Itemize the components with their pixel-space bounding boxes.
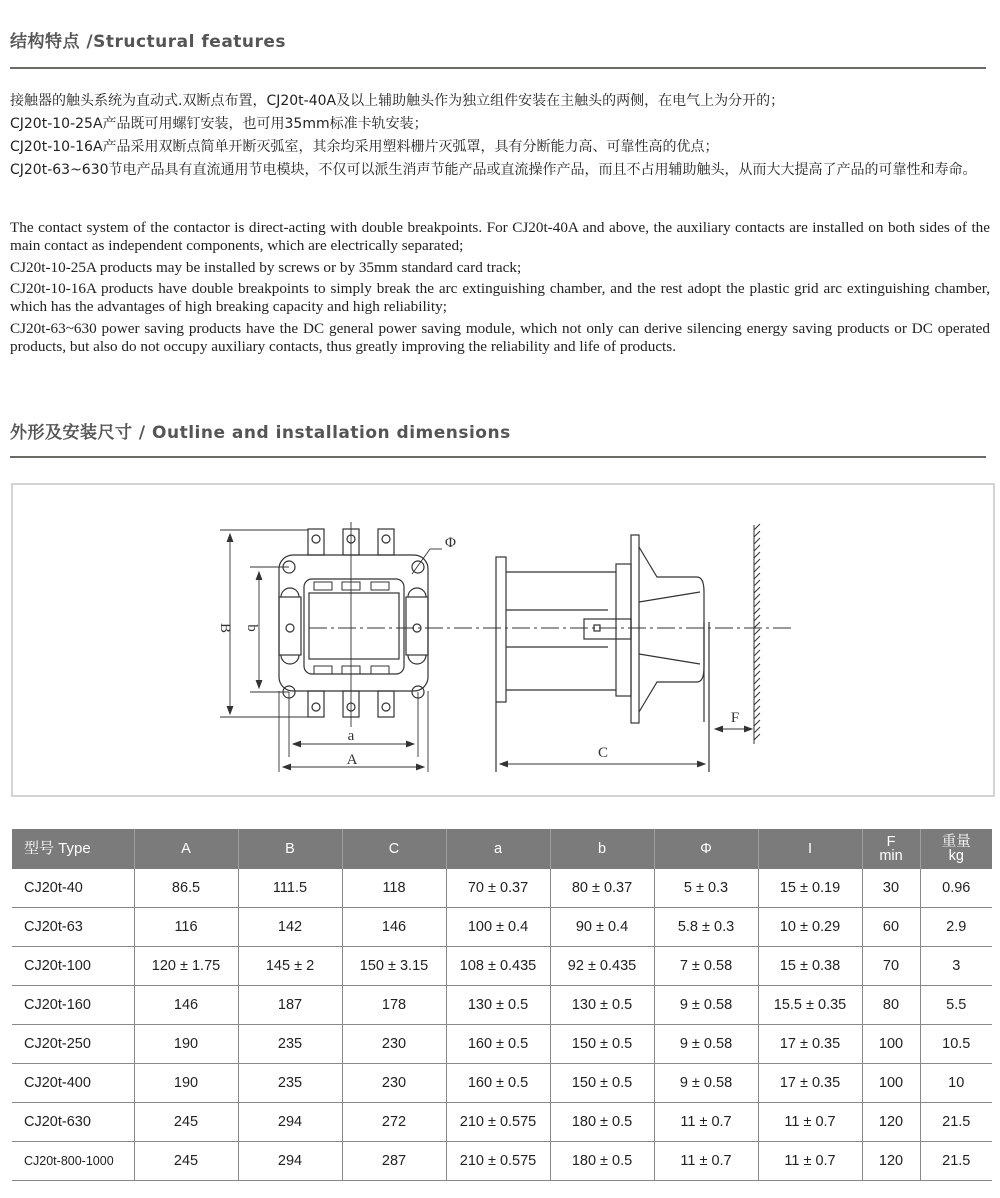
cn-paragraph: CJ20t-63~630节电产品具有直流通用节电模块，不仅可以派生消声节能产品或直流操作产品，而且不占用辅助触头，从而大大提高了产品的可靠性和寿命。 <box>10 162 977 178</box>
value-cell-b: 180 ± 0.5 <box>550 1103 654 1142</box>
dim-label-B: B <box>217 622 233 634</box>
column-header-F-min <box>862 829 920 869</box>
value-cell-b: 150 ± 0.5 <box>550 1064 654 1103</box>
value-cell-C: 118 <box>342 869 446 908</box>
column-header-label: a <box>493 841 503 857</box>
value-cell-weight: 2.9 <box>920 908 992 947</box>
value-cell-I: 15 ± 0.19 <box>758 869 862 908</box>
model-cell: CJ20t-40 <box>12 869 134 908</box>
model-cell: CJ20t-250 <box>12 1025 134 1064</box>
value-cell-a: 108 ± 0.435 <box>446 947 550 986</box>
value-cell-C: 146 <box>342 908 446 947</box>
value-cell-a: 210 ± 0.575 <box>446 1103 550 1142</box>
value-cell-F-min: 60 <box>862 908 920 947</box>
value-cell-A: 120 ± 1.75 <box>134 947 238 986</box>
column-header-label: C <box>388 841 400 857</box>
model-cell: CJ20t-800-1000 <box>12 1142 134 1181</box>
value-cell-phi: 7 ± 0.58 <box>654 947 758 986</box>
value-cell-I: 15.5 ± 0.35 <box>758 986 862 1025</box>
section-divider <box>10 67 986 69</box>
column-header-sublabel: kg <box>948 848 964 864</box>
column-header-label: 重量 <box>941 834 971 850</box>
cn-paragraph: CJ20t-10-16A产品采用双断点简单开断灭弧室，其余均采用塑料栅片灭弧罩，具有分断能力高、可靠性高的优点； <box>10 139 719 155</box>
value-cell-B: 235 <box>238 1064 342 1103</box>
value-cell-phi: 5 ± 0.3 <box>654 869 758 908</box>
value-cell-b: 130 ± 0.5 <box>550 986 654 1025</box>
dim-label-C: C <box>597 745 609 761</box>
outline-diagram <box>11 483 995 797</box>
front-dimensions <box>220 530 428 772</box>
value-cell-phi: 9 ± 0.58 <box>654 1064 758 1103</box>
en-paragraph: CJ20t-10-16A products have double breakpoints to simply break the arc extinguishing chamber, and the rest adopt the plastic grid arc extinguishing chamber, which has the advantages of high breaking capacity and high reliability; <box>10 280 990 315</box>
column-header-B <box>238 829 342 869</box>
cn-paragraph: CJ20t-10-25A产品既可用螺钉安装，也可用35mm标准卡轨安装； <box>10 116 428 132</box>
column-header-label: I <box>807 841 813 857</box>
table-row <box>12 1103 992 1142</box>
value-cell-b: 80 ± 0.37 <box>550 869 654 908</box>
side-view <box>496 535 709 772</box>
wall-hatch <box>754 524 760 744</box>
value-cell-B: 294 <box>238 1142 342 1181</box>
column-header-label: F <box>886 834 896 850</box>
value-cell-weight: 10.5 <box>920 1025 992 1064</box>
value-cell-C: 178 <box>342 986 446 1025</box>
value-cell-I: 17 ± 0.35 <box>758 1025 862 1064</box>
cn-paragraph: 接触器的触头系统为直动式.双断点布置，CJ20t-40A及以上辅助触头作为独立组件安装在主触头的两侧，在电气上为分开的； <box>10 93 785 109</box>
value-cell-phi: 9 ± 0.58 <box>654 986 758 1025</box>
value-cell-F-min: 80 <box>862 986 920 1025</box>
column-header-label: Φ <box>700 841 712 857</box>
value-cell-phi: 11 ± 0.7 <box>654 1103 758 1142</box>
value-cell-C: 230 <box>342 1025 446 1064</box>
value-cell-A: 146 <box>134 986 238 1025</box>
dim-label-a: a <box>347 728 355 744</box>
value-cell-weight: 5.5 <box>920 986 992 1025</box>
column-header-label: A <box>181 841 191 857</box>
table-row <box>12 1025 992 1064</box>
value-cell-C: 150 ± 3.15 <box>342 947 446 986</box>
value-cell-a: 210 ± 0.575 <box>446 1142 550 1181</box>
value-cell-I: 10 ± 0.29 <box>758 908 862 947</box>
value-cell-F-min: 70 <box>862 947 920 986</box>
value-cell-phi: 5.8 ± 0.3 <box>654 908 758 947</box>
model-cell: CJ20t-160 <box>12 986 134 1025</box>
value-cell-b: 92 ± 0.435 <box>550 947 654 986</box>
en-paragraph: CJ20t-10-25A products may be installed by screws or by 35mm standard card track; <box>10 259 522 276</box>
table-row <box>12 869 992 908</box>
value-cell-F-min: 120 <box>862 1142 920 1181</box>
value-cell-a: 70 ± 0.37 <box>446 869 550 908</box>
value-cell-F-min: 30 <box>862 869 920 908</box>
value-cell-a: 160 ± 0.5 <box>446 1025 550 1064</box>
section-title-outline-dimensions: 外形及安装尺寸 / Outline and installation dimensions <box>10 423 511 443</box>
value-cell-I: 11 ± 0.7 <box>758 1142 862 1181</box>
column-header-C <box>342 829 446 869</box>
value-cell-weight: 3 <box>920 947 992 986</box>
column-header-label: 型号 Type <box>24 840 91 857</box>
column-header-a <box>446 829 550 869</box>
dim-label-A: A <box>346 752 358 768</box>
column-header-type <box>12 829 134 869</box>
value-cell-A: 116 <box>134 908 238 947</box>
dimension-table <box>12 829 992 1181</box>
table-row <box>12 947 992 986</box>
column-header-sublabel: min <box>879 848 903 864</box>
value-cell-b: 90 ± 0.4 <box>550 908 654 947</box>
value-cell-weight: 0.96 <box>920 869 992 908</box>
side-dimensions <box>500 726 752 767</box>
value-cell-b: 150 ± 0.5 <box>550 1025 654 1064</box>
value-cell-F-min: 120 <box>862 1103 920 1142</box>
value-cell-A: 190 <box>134 1064 238 1103</box>
value-cell-a: 100 ± 0.4 <box>446 908 550 947</box>
table-header-row <box>12 829 992 869</box>
table-row <box>12 1142 992 1181</box>
value-cell-a: 160 ± 0.5 <box>446 1064 550 1103</box>
value-cell-phi: 11 ± 0.7 <box>654 1142 758 1181</box>
value-cell-F-min: 100 <box>862 1025 920 1064</box>
column-header-A <box>134 829 238 869</box>
value-cell-I: 17 ± 0.35 <box>758 1064 862 1103</box>
column-header-weight <box>920 829 992 869</box>
value-cell-b: 180 ± 0.5 <box>550 1142 654 1181</box>
value-cell-weight: 21.5 <box>920 1103 992 1142</box>
value-cell-F-min: 100 <box>862 1064 920 1103</box>
dimension-drawing <box>13 485 997 799</box>
value-cell-phi: 9 ± 0.58 <box>654 1025 758 1064</box>
column-header-b <box>550 829 654 869</box>
model-cell: CJ20t-63 <box>12 908 134 947</box>
value-cell-A: 190 <box>134 1025 238 1064</box>
value-cell-A: 245 <box>134 1103 238 1142</box>
table-row <box>12 908 992 947</box>
value-cell-B: 111.5 <box>238 869 342 908</box>
table-row <box>12 986 992 1025</box>
value-cell-A: 86.5 <box>134 869 238 908</box>
value-cell-C: 230 <box>342 1064 446 1103</box>
value-cell-B: 294 <box>238 1103 342 1142</box>
table-row <box>12 1064 992 1103</box>
column-header-label: B <box>285 841 295 857</box>
value-cell-B: 235 <box>238 1025 342 1064</box>
dim-label-F: F <box>730 710 740 726</box>
value-cell-C: 272 <box>342 1103 446 1142</box>
value-cell-B: 187 <box>238 986 342 1025</box>
en-paragraph: CJ20t-63~630 power saving products have the DC general power saving module, which not only can derive silencing energy saving products or DC operated products, but also do not occupy auxiliary contacts, thus greatly improving the reliability and life of products. <box>10 320 990 355</box>
column-header-phi <box>654 829 758 869</box>
value-cell-C: 287 <box>342 1142 446 1181</box>
value-cell-B: 145 ± 2 <box>238 947 342 986</box>
value-cell-I: 11 ± 0.7 <box>758 1103 862 1142</box>
value-cell-I: 15 ± 0.38 <box>758 947 862 986</box>
value-cell-weight: 10 <box>920 1064 992 1103</box>
value-cell-A: 245 <box>134 1142 238 1181</box>
value-cell-a: 130 ± 0.5 <box>446 986 550 1025</box>
column-header-label: b <box>597 841 607 857</box>
en-paragraph: The contact system of the contactor is direct-acting with double breakpoints. For CJ20t-40A and above, the auxiliary contacts are installed on both sides of the main contact as independent components, which are electrically separated; <box>10 219 990 254</box>
dim-label-phi: Φ <box>445 535 456 551</box>
model-cell: CJ20t-400 <box>12 1064 134 1103</box>
dim-label-b: b <box>244 624 260 632</box>
column-header-I <box>758 829 862 869</box>
section-divider <box>10 456 986 458</box>
model-cell: CJ20t-630 <box>12 1103 134 1142</box>
value-cell-B: 142 <box>238 908 342 947</box>
model-cell: CJ20t-100 <box>12 947 134 986</box>
section-title-structural-features: 结构特点 /Structural features <box>10 32 287 52</box>
value-cell-weight: 21.5 <box>920 1142 992 1181</box>
